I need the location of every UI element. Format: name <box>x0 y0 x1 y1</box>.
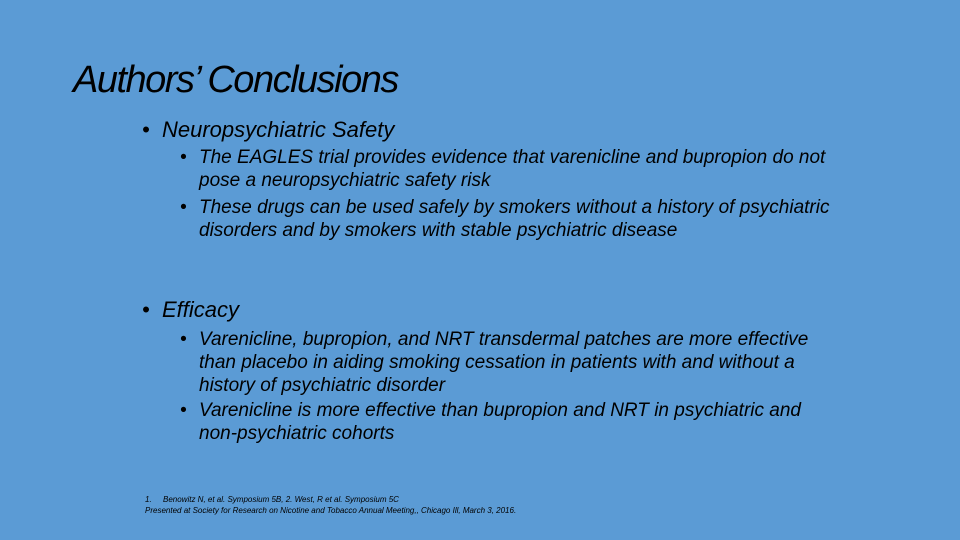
footnote-number: 1. <box>145 495 152 504</box>
slide-title: Authors’ Conclusions <box>73 59 398 101</box>
footnote-citation: Benowitz N, et al. Symposium 5B, 2. West, R et al. Symposium 5C <box>163 495 399 504</box>
list-item-text: Varenicline, bupropion, and NRT transdermal patches are more effective than placebo in aiding smoking cessation in patients with and without a history of psychiatric disorder <box>199 329 809 396</box>
list-item-text: Varenicline is more effective than bupropion and NRT in psychiatric and non-psychiatric cohorts <box>199 400 801 444</box>
footnote-line-1 <box>145 494 516 505</box>
footnote-line-2: Presented at Society for Research on Nicotine and Tobacco Annual Meeting,, Chicago Ill, March 3, 2016. <box>145 506 517 515</box>
footnote <box>145 494 516 516</box>
section-heading-label: Neuropsychiatric Safety <box>162 117 395 142</box>
list-item <box>180 146 830 192</box>
bullet-icon: • <box>180 329 187 350</box>
list-item <box>180 399 830 445</box>
section-heading-label: Efficacy <box>162 297 240 322</box>
bullet-icon: • <box>180 147 187 168</box>
list-item <box>180 328 830 397</box>
list-item-text: The EAGLES trial provides evidence that varenicline and bupropion do not pose a neuropsychiatric safety risk <box>199 147 826 191</box>
list-item-text: These drugs can be used safely by smokers without a history of psychiatric disorders and by smokers with stable psychiatric disease <box>199 197 830 241</box>
section-heading-efficacy <box>142 297 239 323</box>
bullet-icon: • <box>142 117 150 142</box>
bullet-icon: • <box>180 197 187 218</box>
list-item <box>180 196 830 242</box>
bullet-icon: • <box>142 297 150 322</box>
bullet-icon: • <box>180 400 187 421</box>
section-heading-neuropsychiatric-safety <box>142 117 394 143</box>
